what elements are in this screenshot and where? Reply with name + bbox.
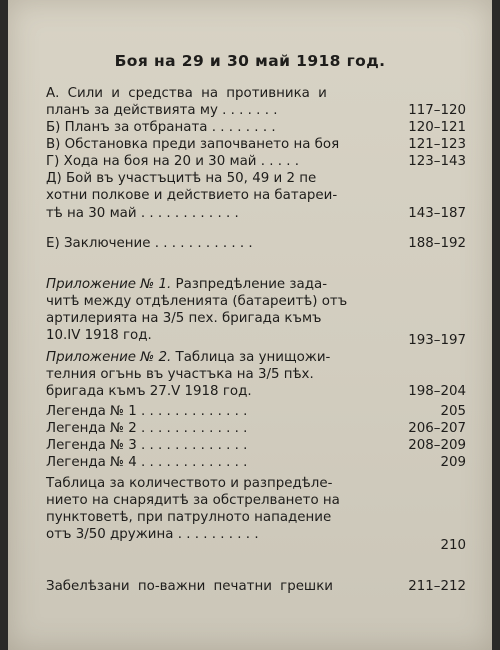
toc-entry xyxy=(46,206,466,222)
appendix-text: артилерията на 3/5 пех. бригада къмъ xyxy=(46,311,322,326)
toc-entry xyxy=(46,236,466,252)
toc-page-number: 211–212 xyxy=(408,579,466,594)
errata-text: Забелѣзани по-важни печатни грешки xyxy=(46,579,333,594)
toc-entry xyxy=(46,120,466,136)
appendix-1-line xyxy=(46,294,466,310)
table-entry-pages xyxy=(46,538,466,554)
toc-entry xyxy=(46,86,466,102)
toc-entry-text: планъ за действията му . . . . . . . xyxy=(46,103,278,118)
toc-page-number: 188–192 xyxy=(408,236,466,251)
toc-page-number: 143–187 xyxy=(408,206,466,221)
toc-page-number: 198–204 xyxy=(408,384,466,399)
appendix-label: Приложение № 1. xyxy=(46,277,172,292)
errata-entry xyxy=(46,579,466,595)
legend-entry xyxy=(46,421,466,437)
toc-entry-text: хотни полкове и действието на батареи- xyxy=(46,188,338,203)
legend-text: Легенда № 2 . . . . . . . . . . . . . xyxy=(46,421,248,436)
toc-page-number: 121–123 xyxy=(408,137,466,152)
toc-page-number: 206–207 xyxy=(408,421,466,436)
appendix-1 xyxy=(46,277,466,293)
toc-page-number: 210 xyxy=(440,538,466,553)
appendix-text: бригада къмъ 27.V 1918 год. xyxy=(46,384,252,399)
page-title: Боя на 29 и 30 май 1918 год. xyxy=(114,52,386,70)
toc-page-number: 209 xyxy=(440,455,466,470)
appendix-label: Приложение № 2. xyxy=(46,350,172,365)
table-entry-line xyxy=(46,493,466,509)
appendix-2 xyxy=(46,350,466,366)
legend-entry xyxy=(46,455,466,471)
table-text: отъ 3/50 дружина . . . . . . . . . . xyxy=(46,527,259,542)
toc-entry-text: тѣ на 30 май . . . . . . . . . . . . xyxy=(46,206,239,221)
toc-page-number: 193–197 xyxy=(408,333,466,348)
table-entry-line xyxy=(46,510,466,526)
toc-page-number: 205 xyxy=(440,404,466,419)
appendix-text: 10.IV 1918 год. xyxy=(46,328,152,343)
toc-entry xyxy=(46,188,466,204)
toc-entry-text: В) Обстановка преди започването на боя xyxy=(46,137,340,152)
toc-entry-text: Д) Бой въ участъцитѣ на 50, 49 и 2 пе xyxy=(46,171,317,186)
table-text: пунктоветѣ, при патрулното нападение xyxy=(46,510,332,525)
toc-entry xyxy=(46,171,466,187)
appendix-1-pages xyxy=(46,333,466,349)
appendix-2-line xyxy=(46,384,466,400)
table-entry xyxy=(46,476,466,492)
legend-text: Легенда № 4 . . . . . . . . . . . . . xyxy=(46,455,248,470)
toc-page-number: 208–209 xyxy=(408,438,466,453)
toc-entry-text: Б) Планъ за отбраната . . . . . . . . xyxy=(46,120,276,135)
appendix-text: телния огънь въ участъка на 3/5 пѣх. xyxy=(46,367,314,382)
appendix-text: Таблица за унищожи- xyxy=(175,350,331,365)
appendix-text: Разпредѣление зада- xyxy=(175,277,328,292)
book-page xyxy=(8,0,492,650)
legend-text: Легенда № 1 . . . . . . . . . . . . . xyxy=(46,404,248,419)
appendix-2-line xyxy=(46,367,466,383)
appendix-1-line xyxy=(46,311,466,327)
toc-entry-text: Г) Хода на боя на 20 и 30 май . . . . . xyxy=(46,154,300,169)
toc-page-number: 117–120 xyxy=(408,103,466,118)
toc-entry-text: А. Сили и средства на противника и xyxy=(46,86,327,101)
toc-entry-text: Е) Заключение . . . . . . . . . . . . xyxy=(46,236,253,251)
legend-text: Легенда № 3 . . . . . . . . . . . . . xyxy=(46,438,248,453)
legend-entry xyxy=(46,404,466,420)
toc-entry xyxy=(46,154,466,170)
toc-page-number: 123–143 xyxy=(408,154,466,169)
table-text: Таблица за количеството и разпредѣле- xyxy=(46,476,333,491)
table-text: нието на снарядитѣ за обстрелването на xyxy=(46,493,340,508)
toc-entry xyxy=(46,137,466,153)
toc-entry xyxy=(46,103,466,119)
toc-page-number: 120–121 xyxy=(408,120,466,135)
appendix-text: читѣ между отдѣленията (батареитѣ) отъ xyxy=(46,294,348,309)
legend-entry xyxy=(46,438,466,454)
